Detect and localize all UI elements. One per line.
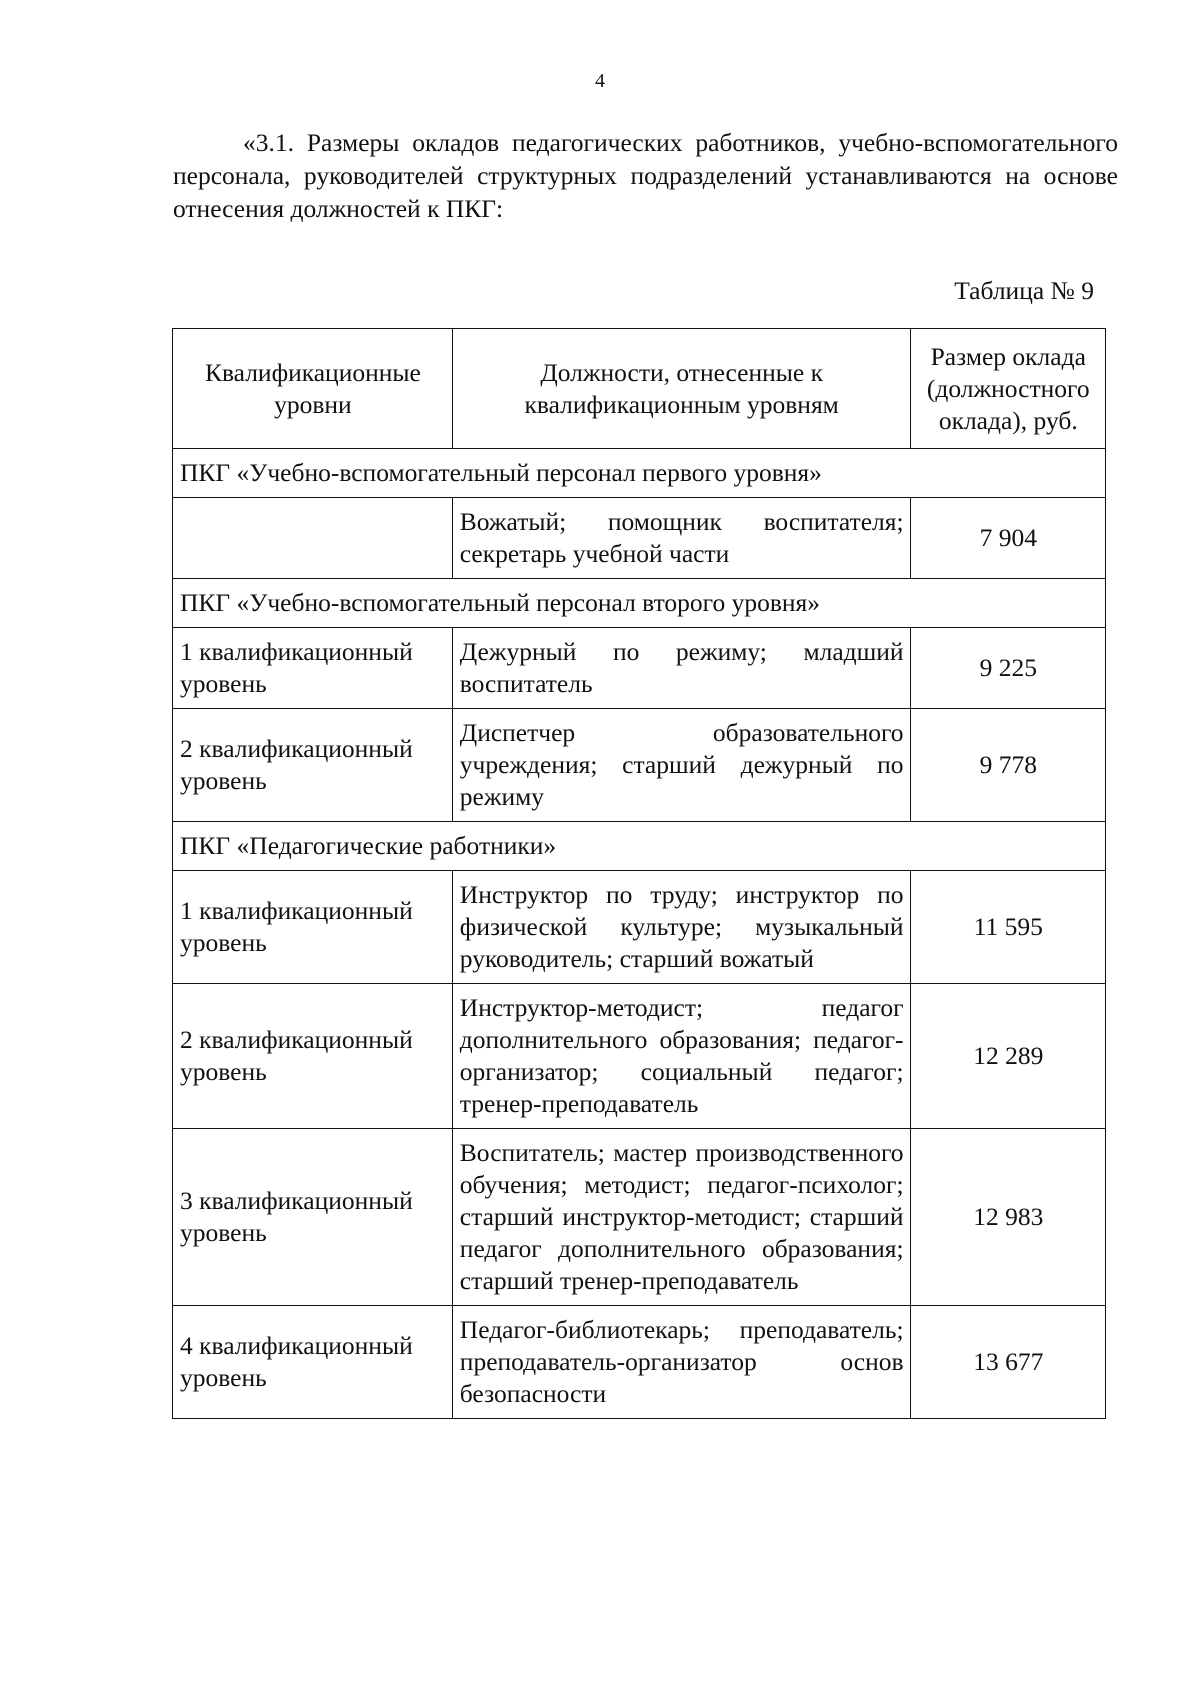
table-row bbox=[173, 1129, 1106, 1306]
intro-paragraph: «3.1. Размеры окладов педагогических работников, учебно-вспомогательного персонала, руководителей структурных подразделений устанавливаются на основе отнесения должностей к ПКГ: bbox=[173, 128, 1118, 223]
group-row bbox=[173, 449, 1106, 498]
header-positions: Должности, отнесенные к квалификационным уровням bbox=[452, 329, 910, 449]
group-row bbox=[173, 579, 1106, 628]
table-row bbox=[173, 984, 1106, 1129]
table-row bbox=[173, 871, 1106, 984]
table-caption: Таблица № 9 bbox=[954, 276, 1094, 305]
page-number: 4 bbox=[595, 70, 605, 92]
level-cell: 3 квалификационный уровень bbox=[173, 1129, 453, 1306]
level-cell: 1 квалификационный уровень bbox=[173, 871, 453, 984]
header-levels: Квалификационные уровни bbox=[173, 329, 453, 449]
positions-cell: Диспетчер образовательного учреждения; старший дежурный по режиму bbox=[452, 709, 910, 822]
table-header-row bbox=[173, 329, 1106, 449]
positions-cell: Инструктор по труду; инструктор по физической культуре; музыкальный руководитель; старший вожатый bbox=[452, 871, 910, 984]
salary-cell: 12 983 bbox=[910, 1129, 1105, 1306]
salary-cell: 11 595 bbox=[910, 871, 1105, 984]
positions-cell: Педагог-библиотекарь; преподаватель; преподаватель-организатор основ безопасности bbox=[452, 1306, 910, 1419]
salary-cell: 12 289 bbox=[910, 984, 1105, 1129]
positions-cell: Инструктор-методист; педагог дополнительного образования; педагог-организатор; социальный педагог; тренер-преподаватель bbox=[452, 984, 910, 1129]
level-cell: 1 квалификационный уровень bbox=[173, 628, 453, 709]
group-title: ПКГ «Педагогические работники» bbox=[173, 822, 1106, 871]
table-row bbox=[173, 709, 1106, 822]
salary-cell: 9 778 bbox=[910, 709, 1105, 822]
group-title: ПКГ «Учебно-вспомогательный персонал первого уровня» bbox=[173, 449, 1106, 498]
level-cell: 2 квалификационный уровень bbox=[173, 709, 453, 822]
level-cell: 2 квалификационный уровень bbox=[173, 984, 453, 1129]
level-cell bbox=[173, 498, 453, 579]
table-row bbox=[173, 628, 1106, 709]
table-row bbox=[173, 498, 1106, 579]
salary-table bbox=[172, 328, 1106, 1419]
header-salary: Размер оклада (должностного оклада), руб. bbox=[910, 329, 1105, 449]
group-row bbox=[173, 822, 1106, 871]
salary-cell: 7 904 bbox=[910, 498, 1105, 579]
positions-cell: Вожатый; помощник воспитателя; секретарь учебной части bbox=[452, 498, 910, 579]
level-cell: 4 квалификационный уровень bbox=[173, 1306, 453, 1419]
salary-cell: 13 677 bbox=[910, 1306, 1105, 1419]
group-title: ПКГ «Учебно-вспомогательный персонал второго уровня» bbox=[173, 579, 1106, 628]
positions-cell: Воспитатель; мастер производственного обучения; методист; педагог-психолог; старший инструктор-методист; старший педагог дополнительного образования; старший тренер-преподаватель bbox=[452, 1129, 910, 1306]
positions-cell: Дежурный по режиму; младший воспитатель bbox=[452, 628, 910, 709]
salary-cell: 9 225 bbox=[910, 628, 1105, 709]
table-row bbox=[173, 1306, 1106, 1419]
